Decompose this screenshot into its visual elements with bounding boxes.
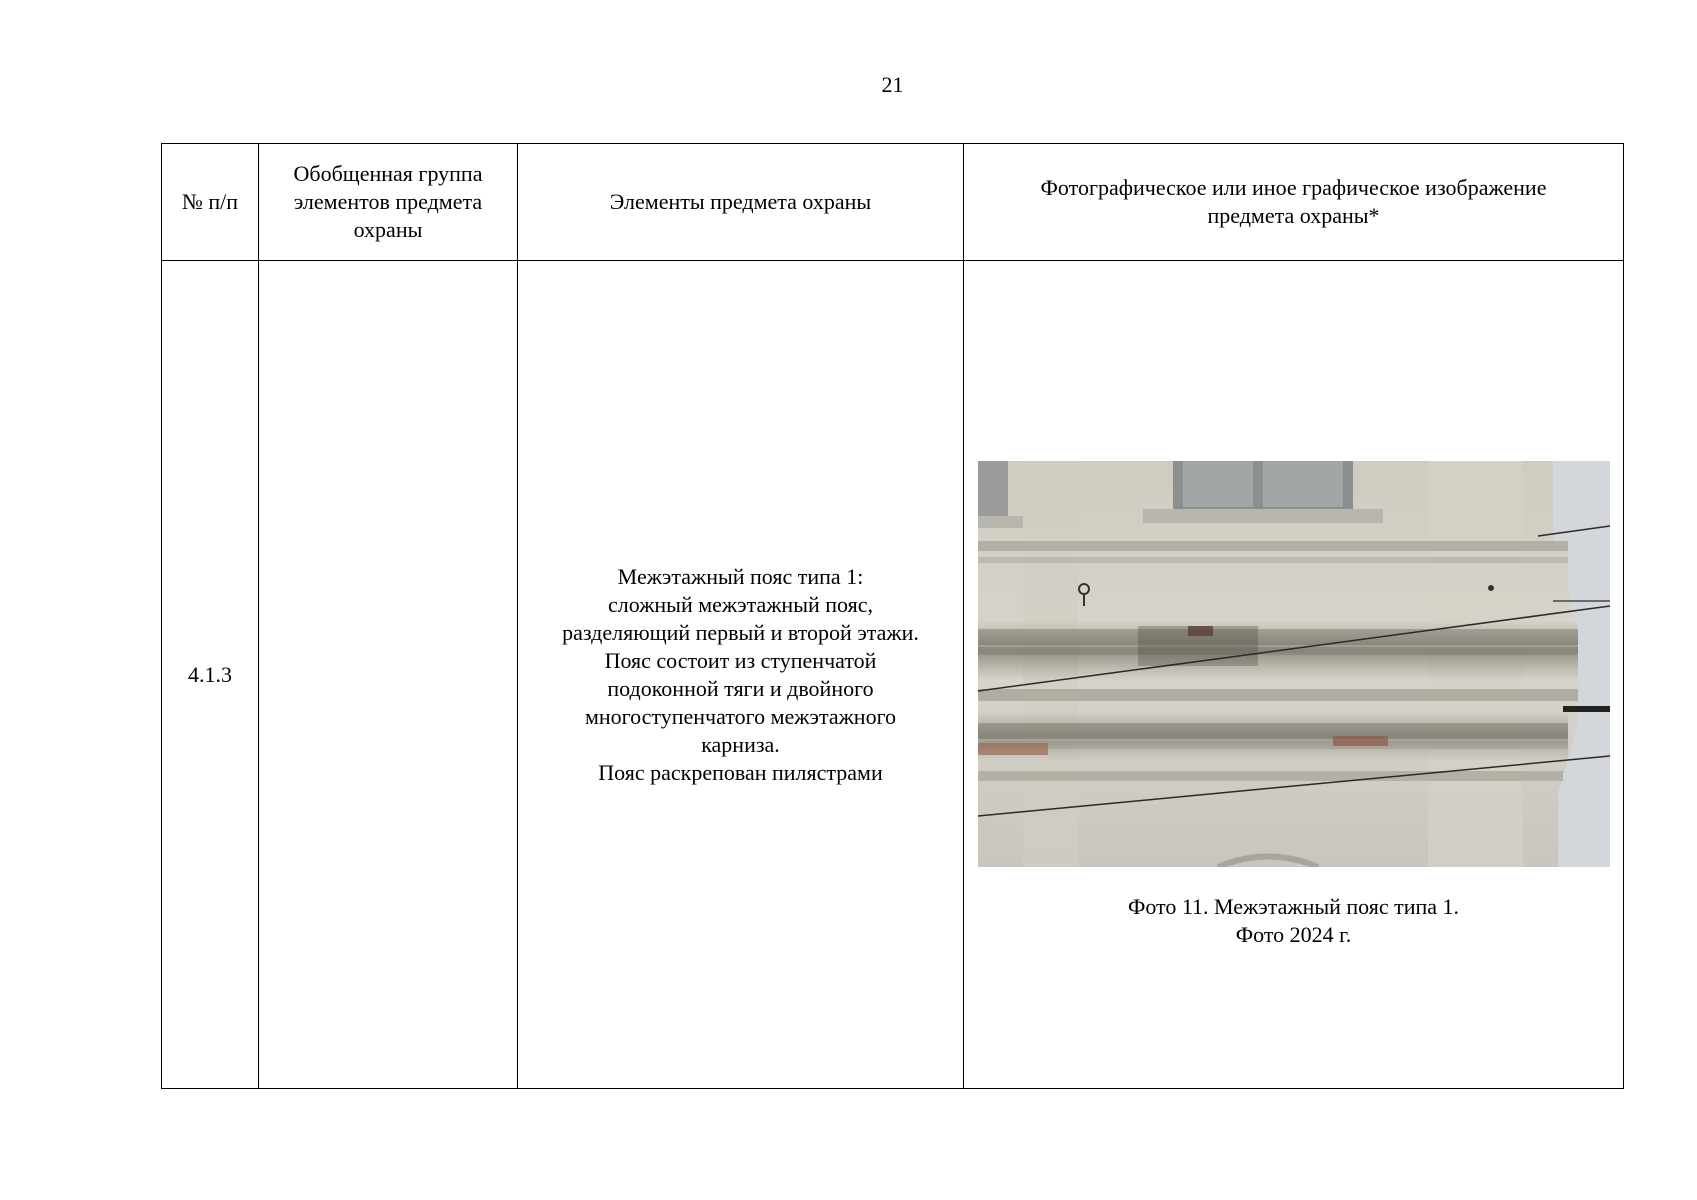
page-number: 21 xyxy=(881,72,904,97)
header-photo: Фотографическое или иное графическое изображение предмета охраны* xyxy=(964,144,1624,261)
description-line: Межэтажный пояс типа 1: xyxy=(617,563,864,589)
header-elements: Элементы предмета охраны xyxy=(518,144,964,261)
row-description xyxy=(518,261,964,1089)
description-line: подоконной тяги и двойного xyxy=(607,675,874,701)
header-group: Обобщенная группа элементов предмета охраны xyxy=(259,144,518,261)
description-line: разделяющий первый и второй этажи. xyxy=(562,619,919,645)
row-num: 4.1.3 xyxy=(162,261,259,1089)
protection-table xyxy=(161,143,1624,1089)
caption-line: Фото 11. Межэтажный пояс типа 1. xyxy=(1127,893,1460,919)
facade-photo xyxy=(978,461,1610,867)
description-line: многоступенчатого межэтажного xyxy=(584,703,897,729)
table-row xyxy=(162,261,1624,1089)
header-num: № п/п xyxy=(162,144,259,261)
caption-line: Фото 2024 г. xyxy=(1235,921,1352,947)
description-line: Пояс раскрепован пилястрами xyxy=(598,759,883,785)
description-line: Пояс состоит из ступенчатой xyxy=(604,647,877,673)
facade-photo-image xyxy=(978,461,1610,867)
row-photo-cell xyxy=(964,261,1624,1089)
description-line: сложный межэтажный пояс, xyxy=(608,591,873,617)
table-header-row xyxy=(162,144,1624,261)
description-line: карниза. xyxy=(701,731,780,757)
photo-caption xyxy=(974,893,1613,949)
row-group xyxy=(259,261,518,1089)
